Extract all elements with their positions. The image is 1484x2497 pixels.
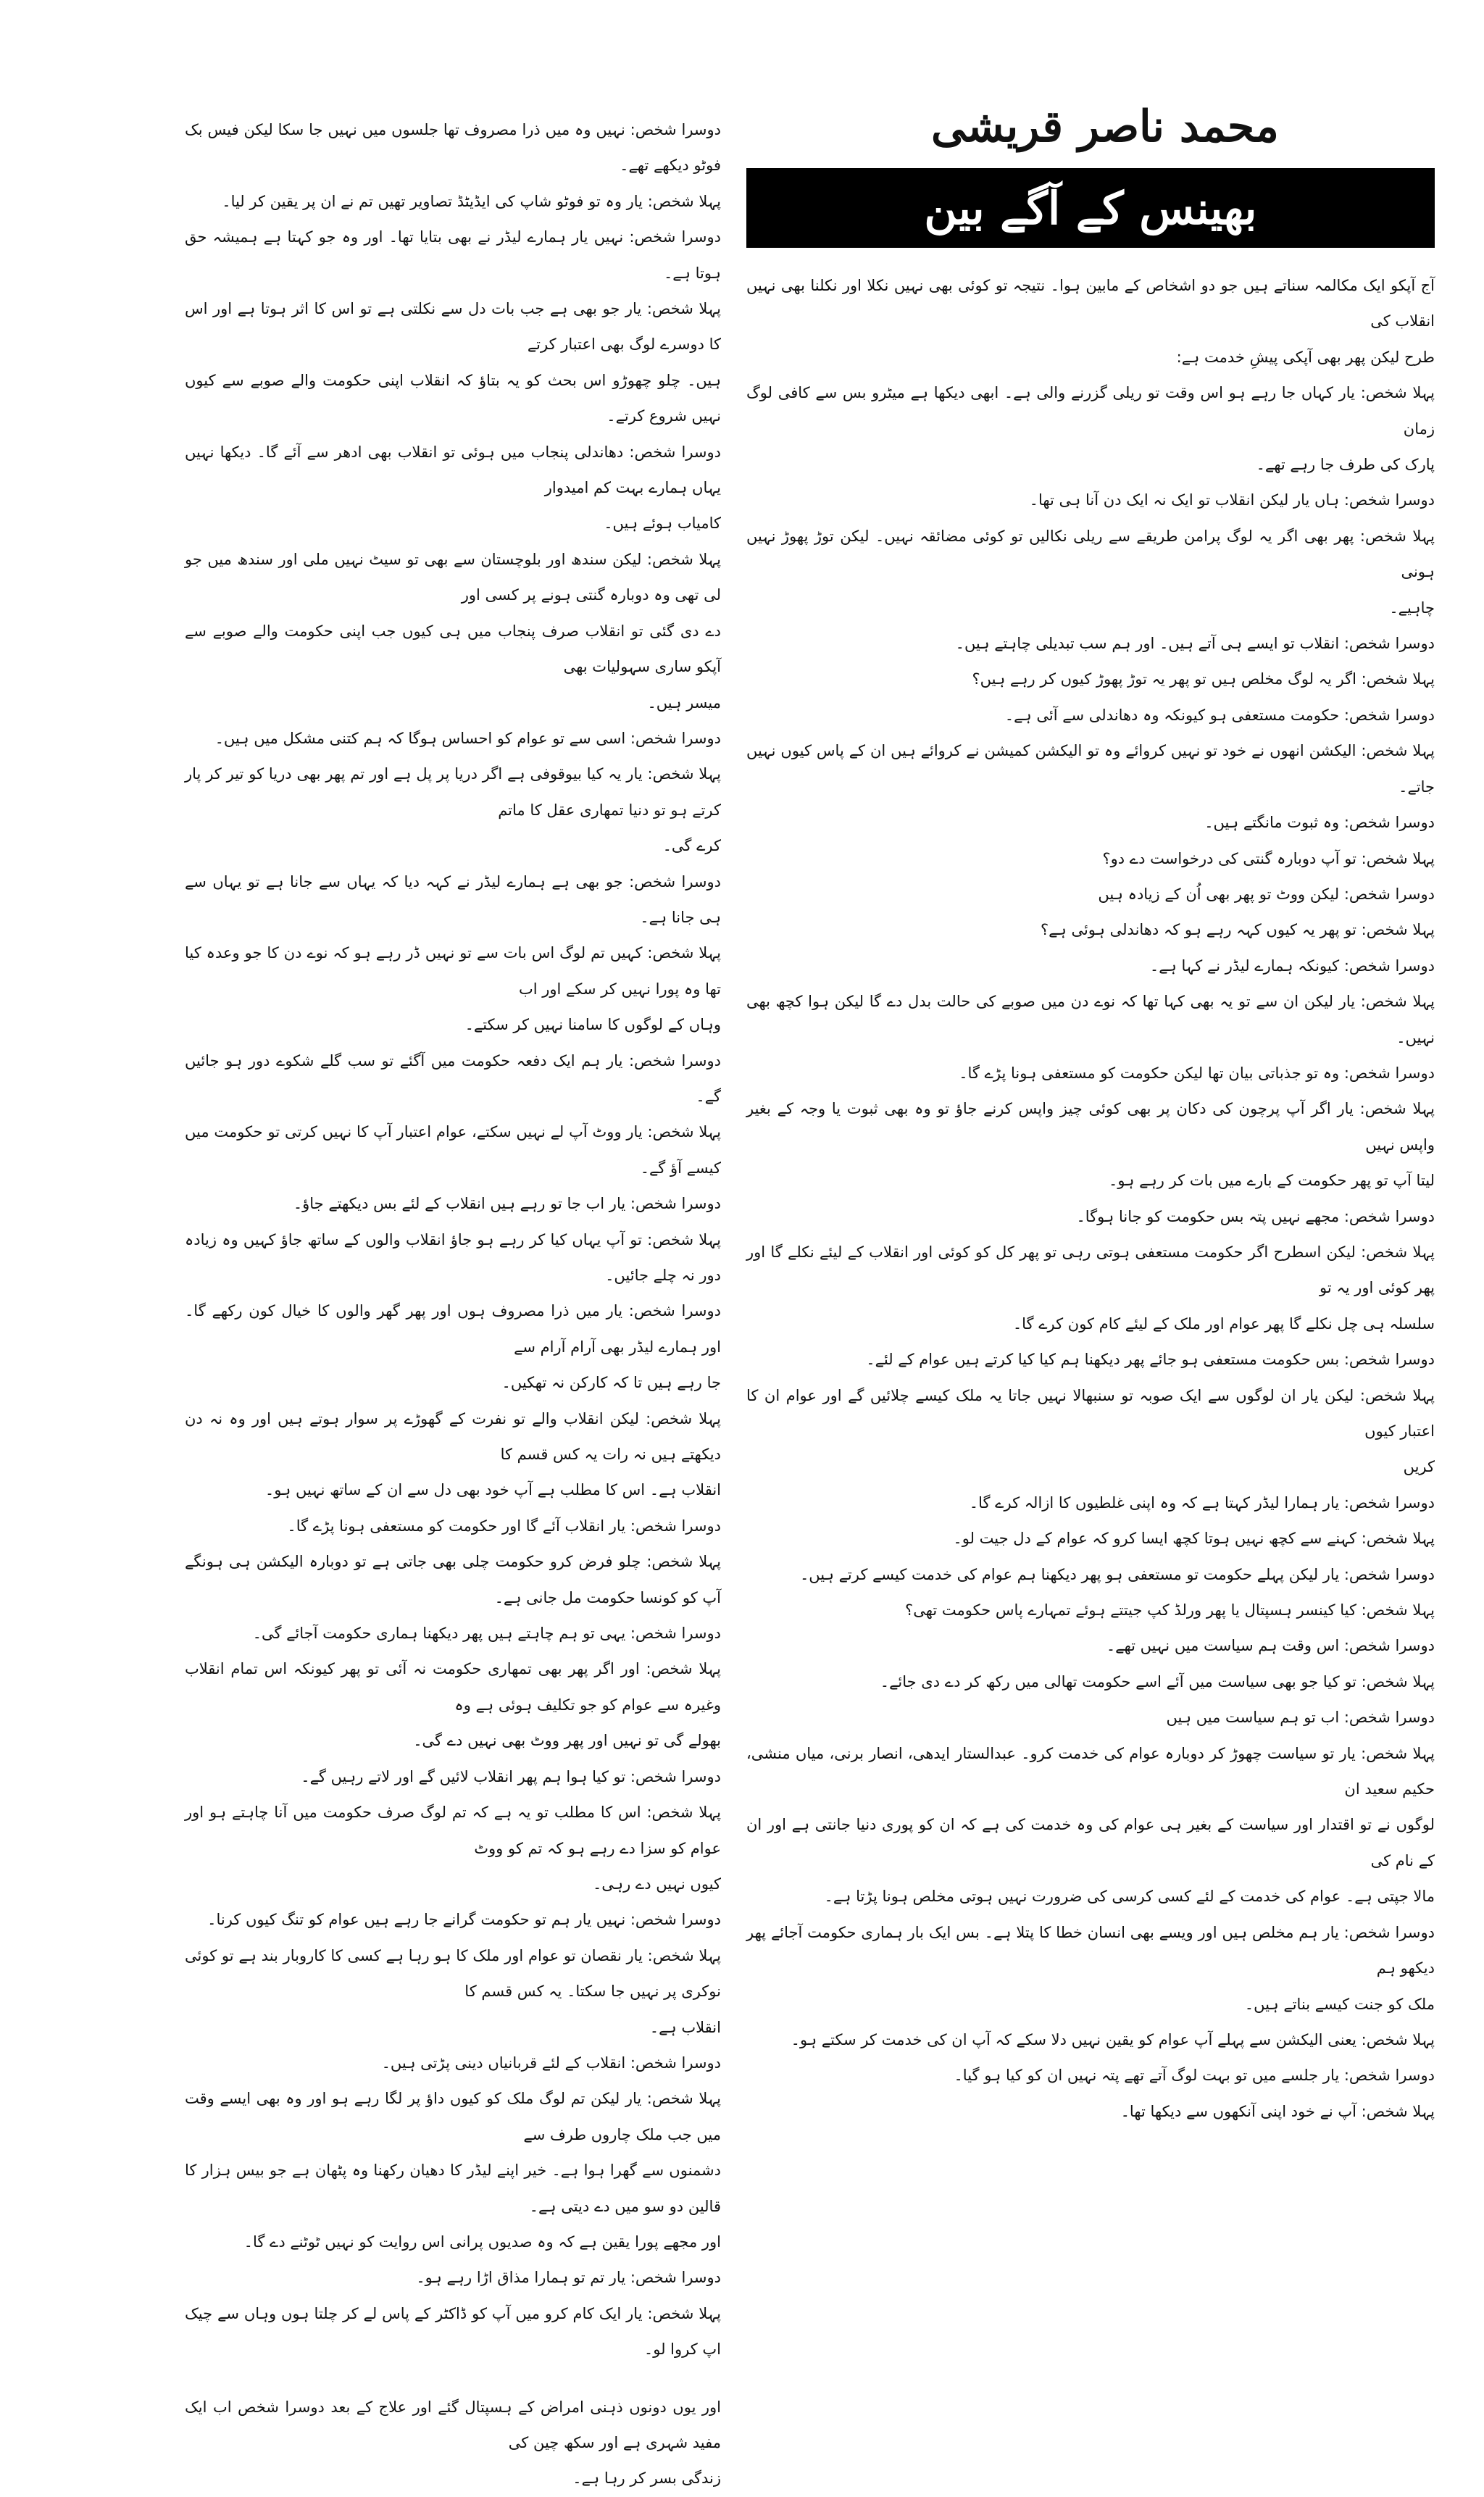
text-line: پہلا شخص: یار تو سیاست چھوڑ کر دوبارہ عوام کی خدمت کرو۔ عبدالستار ایدھی، انصار برنی، میاں منشی، حکیم سعید ان <box>746 1744 1435 1798</box>
text-line: سلسلہ ہی چل نکلے گا پھر عوام اور ملک کے لیئے کام کون کرے گا۔ <box>1012 1314 1435 1333</box>
text-line: دوسرا شخص: تو کیا ہوا ہم پھر انقلاب لائیں گے اور لاتے رہیں گے۔ <box>301 1767 721 1785</box>
article-title-banner <box>746 168 1435 248</box>
text-line: دوسرا شخص: انقلاب کے لئے قربانیاں دینی پڑتی ہیں۔ <box>381 2054 721 2072</box>
text-line: پہلا شخص: تو آپ یہاں کیا کر رہے ہو جاؤ انقلاب والوں کے ساتھ جاؤ کہیں وہ زیادہ دور نہ چلے جائیں۔ <box>185 1230 721 1284</box>
text-line: پہلا شخص: پھر بھی اگر یہ لوگ پرامن طریقے سے ریلی نکالیں تو کوئی مضائقہ نہیں۔ لیکن توڑ پھوڑ نہیں ہونی <box>746 527 1435 581</box>
text-line: جا رہے ہیں تا کہ کارکن نہ تھکیں۔ <box>501 1374 721 1392</box>
text-line: پہلا شخص: یعنی الیکشن سے پہلے آپ عوام کو یقین نہیں دلا سکے کہ آپ ان کی خدمت کر سکتے ہو۔ <box>791 2030 1435 2048</box>
text-line: انقلاب ہے۔ <box>649 2018 721 2036</box>
text-line: دشمنوں سے گھرا ہوا ہے۔ خیر اپنے لیڈر کا دھیان رکھنا وہ پٹھان ہے جو بیس ہزار کا قالین دو سو میں دے دیتی ہے۔ <box>185 2162 721 2215</box>
article-column-left <box>185 112 721 2497</box>
text-line: دوسرا شخص: حکومت مستعفی ہو کیونکہ وہ دھاندلی سے آئی ہے۔ <box>1004 706 1435 724</box>
text-line: میسر ہیں۔ <box>647 693 721 712</box>
closing-line: اور یوں دونوں ذہنی امراض کے ہسپتال گئے اور علاج کے بعد دوسرا شخص اب ایک مفید شہری ہے اور سکھ چین کی <box>185 2398 721 2451</box>
text-line: پہلا شخص: لیکن سندھ اور بلوچستان سے بھی تو سیٹ نہیں ملی اور سندھ میں جو لی تھی وہ دوبارہ گنتی ہونے پر کسی اور <box>185 550 721 604</box>
text-line: دے دی گئی تو انقلاب صرف پنجاب میں ہی کیوں جب اپنی حکومت والے صوبے سے آپکو ساری سہولیات بھی <box>185 622 721 676</box>
text-line: دوسرا شخص: اس وقت ہم سیاست میں نہیں تھے۔ <box>1106 1637 1435 1655</box>
text-line: آج آپکو ایک مکالمہ سناتے ہیں جو دو اشخاص کے مابین ہوا۔ نتیجہ تو کوئی بھی نہیں نکلا اور نکلنا بھی نہیں انقلاب کی <box>746 277 1435 330</box>
text-line: پہلا شخص: لیکن اسطرح اگر حکومت مستعفی ہوتی رہی تو پھر کل کو کوئی اور انقلاب کے لیئے نکلے گا اور پھر کوئی اور یہ تو <box>746 1243 1435 1297</box>
text-line: پہلا شخص: یار وہ تو فوٹو شاپ کی ایڈیٹڈ تصاویر تھیں تم نے ان پر یقین کر لیا۔ <box>222 192 721 210</box>
text-line: پہلا شخص: یار اگر آپ پرچون کی دکان پر بھی کوئی چیز واپس کرنے جاؤ تو وہ بھی ثبوت یا وجہ کے بغیر واپس نہیں <box>746 1100 1435 1154</box>
text-line: پہلا شخص: یار لیکن تم لوگ ملک کو کیوں داؤ پر لگا رہے ہو اور وہ بھی ایسے وقت میں جب ملک چاروں طرف سے <box>185 2090 721 2143</box>
text-line: کریں <box>1403 1458 1435 1476</box>
text-line: دوسرا شخص: بس حکومت مستعفی ہو جائے پھر دیکھنا ہم کیا کیا کرتے ہیں عوام کے لئے۔ <box>866 1351 1435 1369</box>
text-line: پہلا شخص: آپ نے خود اپنی آنکھوں سے دیکھا تھا۔ <box>1120 2102 1435 2120</box>
text-line: پہلا شخص: کہنے سے کچھ نہیں ہوتا کچھ ایسا کرو کہ عوام کے دل جیت لو۔ <box>953 1530 1435 1548</box>
text-line: دوسرا شخص: یار میں ذرا مصروف ہوں اور پھر گھر والوں کا خیال کون رکھے گا۔ اور ہمارے لیڈر بھی آرام آرام سے <box>185 1302 721 1356</box>
text-line: وہاں کے لوگوں کا سامنا نہیں کر سکتے۔ <box>464 1016 721 1034</box>
text-line: کیوں نہیں دے رہی۔ <box>592 1875 721 1893</box>
text-line: پہلا شخص: یار یہ کیا بیوقوفی ہے اگر دریا پر پل ہے اور تم پھر بھی دریا کو تیر کر پار کرتے ہو تو دنیا تمھاری عقل کا ماتم <box>185 765 721 819</box>
text-line: دوسرا شخص: یار اب جا تو رہے ہیں انقلاب کے لئے بس دیکھتے جاؤ۔ <box>293 1195 721 1213</box>
text-line: پہلا شخص: یار لیکن ان سے تو یہ بھی کہا تھا کہ نوے دن میں صوبے کی حالت بدل دے گا لیکن ہوا کچھ بھی نہیں۔ <box>746 993 1435 1046</box>
text-line: دوسرا شخص: یہی تو ہم چاہتے ہیں پھر دیکھنا ہماری حکومت آجائے گی۔ <box>252 1625 721 1643</box>
text-line: دوسرا شخص: نہیں یار ہم تو حکومت گرانے جا رہے ہیں عوام کو تنگ کیوں کرنا۔ <box>207 1911 721 1929</box>
text-line: دوسرا شخص: یار انقلاب آئے گا اور حکومت کو مستعفی ہونا پڑے گا۔ <box>287 1517 721 1535</box>
text-line: پہلا شخص: اگر یہ لوگ مخلص ہیں تو پھر یہ توڑ پھوڑ کیوں کر رہے ہیں؟ <box>972 670 1435 688</box>
text-line: مالا جپتی ہے۔ عوام کی خدمت کے لئے کسی کرسی کی ضرورت نہیں ہوتی مخلص ہونا پڑتا ہے۔ <box>824 1888 1435 1906</box>
text-line: انقلاب ہے۔ اس کا مطلب ہے آپ خود بھی دل سے ان کے ساتھ نہیں ہو۔ <box>264 1481 721 1499</box>
text-line: ملک کو جنت کیسے بناتے ہیں۔ <box>1244 1995 1435 2013</box>
text-line: پہلا شخص: لیکن یار ان لوگوں سے ایک صوبہ تو سنبھالا نہیں جاتا یہ ملک کیسے چلائیں گے اور عوام ان کا اعتبار کیوں <box>746 1386 1435 1440</box>
text-line: دوسرا شخص: مجھے نہیں پتہ بس حکومت کو جانا ہوگا۔ <box>1076 1207 1435 1225</box>
text-line: دوسرا شخص: یار ہم مخلص ہیں اور ویسے بھی انسان خطا کا پتلا ہے۔ بس ایک بار ہماری حکومت آجائے پھر دیکھو ہم <box>746 1923 1435 1977</box>
text-line: پہلا شخص: تو آپ دوبارہ گنتی کی درخواست دے دو؟ <box>1102 849 1435 867</box>
text-line: دوسرا شخص: ہاں یار لیکن انقلاب تو ایک نہ ایک دن آنا ہی تھا۔ <box>1029 491 1435 509</box>
article-column-right <box>746 268 1435 2130</box>
text-line: پہلا شخص: لیکن انقلاب والے تو نفرت کے گھوڑے پر سوار ہوتے ہیں اور وہ نہ دن دیکھتے ہیں نہ رات یہ کس قسم کا <box>185 1409 721 1464</box>
text-line: دوسرا شخص: کیونکہ ہمارے لیڈر نے کہا ہے۔ <box>1149 956 1435 975</box>
text-line: دوسرا شخص: یار ہم ایک دفعہ حکومت میں آگئے تو سب گلے شکوے دور ہو جائیں گے۔ <box>185 1051 721 1105</box>
text-line: دوسرا شخص: انقلاب تو ایسے ہی آتے ہیں۔ اور ہم سب تبدیلی چاہتے ہیں۔ <box>955 635 1435 653</box>
text-line: چاہیے۔ <box>1389 599 1435 617</box>
text-line: دوسرا شخص: جو بھی ہے ہمارے لیڈر نے کہہ دیا کہ یہاں سے جانا ہے تو یہاں سے ہی جانا ہے۔ <box>185 872 721 926</box>
article-title: بھینس کے آگے بین <box>924 181 1257 235</box>
text-line: دوسرا شخص: لیکن ووٹ تو پھر بھی اُن کے زیادہ ہیں <box>1098 885 1435 903</box>
text-line: ہیں۔ چلو چھوڑو اس بحث کو یہ بتاؤ کہ انقلاب اپنی حکومت والے صوبے سے کیوں نہیں شروع کرتے۔ <box>185 371 721 425</box>
text-line: پہلا شخص: یار ووٹ آپ لے نہیں سکتے، عوام اعتبار آپ کا نہیں کرتی تو حکومت میں کیسے آؤ گے۔ <box>185 1123 721 1177</box>
text-line: دوسرا شخص: نہیں یار ہمارے لیڈر نے بھی بتایا تھا۔ اور وہ جو کہتا ہے ہمیشہ حق ہوتا ہے۔ <box>185 228 721 282</box>
author-name: محمد ناصر قریشی <box>931 101 1279 152</box>
closing-line: زندگی بسر کر رہا ہے۔ <box>572 2469 721 2488</box>
text-line: دوسرا شخص: اب تو ہم سیاست میں ہیں <box>1166 1709 1435 1727</box>
text-line: پہلا شخص: یار جو بھی ہے جب بات دل سے نکلتی ہے تو اس کا اثر ہوتا ہے اور اس کا دوسرے لوگ بھی اعتبار کرتے <box>185 300 721 354</box>
text-line: دوسرا شخص: یار ہمارا لیڈر کہتا ہے کہ وہ اپنی غلطیوں کا ازالہ کرے گا۔ <box>969 1493 1435 1512</box>
text-line: بھولے گی تو نہیں اور پھر ووٹ بھی نہیں دے گی۔ <box>413 1732 721 1750</box>
text-line: کامیاب ہوئے ہیں۔ <box>604 514 721 533</box>
text-line: دوسرا شخص: دھاندلی پنجاب میں ہوئی تو انقلاب بھی ادھر سے آئے گا۔ دیکھا نہیں یہاں ہمارے بہت کم امیدوار <box>185 443 721 497</box>
text-line: پہلا شخص: کہیں تم لوگ اس بات سے تو نہیں ڈر رہے ہو کہ نوے دن کا جو وعدہ کیا تھا وہ پورا نہیں کر سکے اور اب <box>185 944 721 998</box>
text-line: دوسرا شخص: نہیں وہ میں ذرا مصروف تھا جلسوں میں نہیں جا سکا لیکن فیس بک فوٹو دیکھے تھے۔ <box>185 121 721 175</box>
text-line: پہلا شخص: یار نقصان تو عوام اور ملک کا ہو رہا ہے کسی کا کاروبار بند ہے تو کوئی نوکری پر نہیں جا سکتا۔ یہ کس قسم کا <box>185 1946 721 2001</box>
text-line: لوگوں نے تو اقتدار اور سیاست کے بغیر ہی عوام کی وہ خدمت کی ہے کہ ان کو پوری دنیا جانتی ہے اور ان کے نام کی <box>746 1816 1435 1869</box>
text-line: لیتا آپ تو پھر حکومت کے بارے میں بات کر رہے ہو۔ <box>1109 1172 1435 1190</box>
text-line: طرح لیکن پھر بھی آپکی پیشِ خدمت ہے: <box>1176 348 1435 366</box>
text-line: پہلا شخص: کیا کینسر ہسپتال یا پھر ورلڈ کپ جیتتے ہوئے تمہارے پاس حکومت تھی؟ <box>905 1601 1435 1619</box>
text-line: دوسرا شخص: اسی سے تو عوام کو احساس ہوگا کہ ہم کتنی مشکل میں ہیں۔ <box>214 729 721 747</box>
text-line: پہلا شخص: تو کیا جو بھی سیاست میں آئے اسے حکومت تھالی میں رکھ کر دے دی جائے۔ <box>880 1672 1435 1691</box>
text-line: دوسرا شخص: یار تم تو ہمارا مذاق اڑا رہے ہو۔ <box>416 2269 721 2287</box>
text-line: پہلا شخص: یار کہاں جا رہے ہو اس وقت تو ریلی گزرنے والی ہے۔ ابھی دیکھا ہے میٹرو بس سے کافی لوگ زمان <box>746 384 1435 438</box>
text-line: کرے گی۔ <box>662 837 721 855</box>
text-line: دوسرا شخص: وہ ثبوت مانگتے ہیں۔ <box>1204 814 1435 832</box>
text-line: پہلا شخص: اور اگر پھر بھی تمھاری حکومت نہ آئی تو پھر کیونکہ اس تمام انقلاب وغیرہ سے عوام کو جو تکلیف ہوئی ہے وہ <box>185 1660 721 1714</box>
text-line: پہلا شخص: چلو فرض کرو حکومت چلی بھی جاتی ہے تو دوبارہ الیکشن ہی ہونگے آپ کو کونسا حکومت مل جانی ہے۔ <box>185 1553 721 1606</box>
text-line: پارک کی طرف جا رہے تھے۔ <box>1256 456 1435 474</box>
text-line: پہلا شخص: یار ایک کام کرو میں آپ کو ڈاکٹر کے پاس لے کر چلتا ہوں وہاں سے چیک اپ کروا لو۔ <box>185 2304 721 2359</box>
text-line: اور مجھے پورا یقین ہے کہ وہ صدیوں پرانی اس روایت کو نہیں ٹوٹنے دے گا۔ <box>243 2233 721 2251</box>
text-line: پہلا شخص: تو پھر یہ کیوں کہہ رہے ہو کہ دھاندلی ہوئی ہے؟ <box>1041 921 1435 939</box>
text-line: پہلا شخص: اس کا مطلب تو یہ ہے کہ تم لوگ صرف حکومت میں آنا چاہتے ہو اور عوام کو سزا دے رہے ہو کہ تم کو ووٹ <box>185 1804 721 1857</box>
text-line: دوسرا شخص: وہ تو جذباتی بیان تھا لیکن حکومت کو مستعفی ہونا پڑے گا۔ <box>959 1064 1435 1082</box>
text-line: دوسرا شخص: یار جلسے میں تو بہت لوگ آتے تھے پتہ نہیں ان کو کیا ہو گیا۔ <box>954 2067 1435 2085</box>
text-line: دوسرا شخص: یار لیکن پہلے حکومت تو مستعفی ہو پھر دیکھنا ہم عوام کی خدمت کیسے کرتے ہیں۔ <box>799 1565 1435 1583</box>
text-line: پہلا شخص: الیکشن انھوں نے خود تو نہیں کروائے وہ تو الیکشن کمیشن نے کروائے ہیں ان کے پاس کیوں نہیں جاتے۔ <box>746 742 1435 796</box>
